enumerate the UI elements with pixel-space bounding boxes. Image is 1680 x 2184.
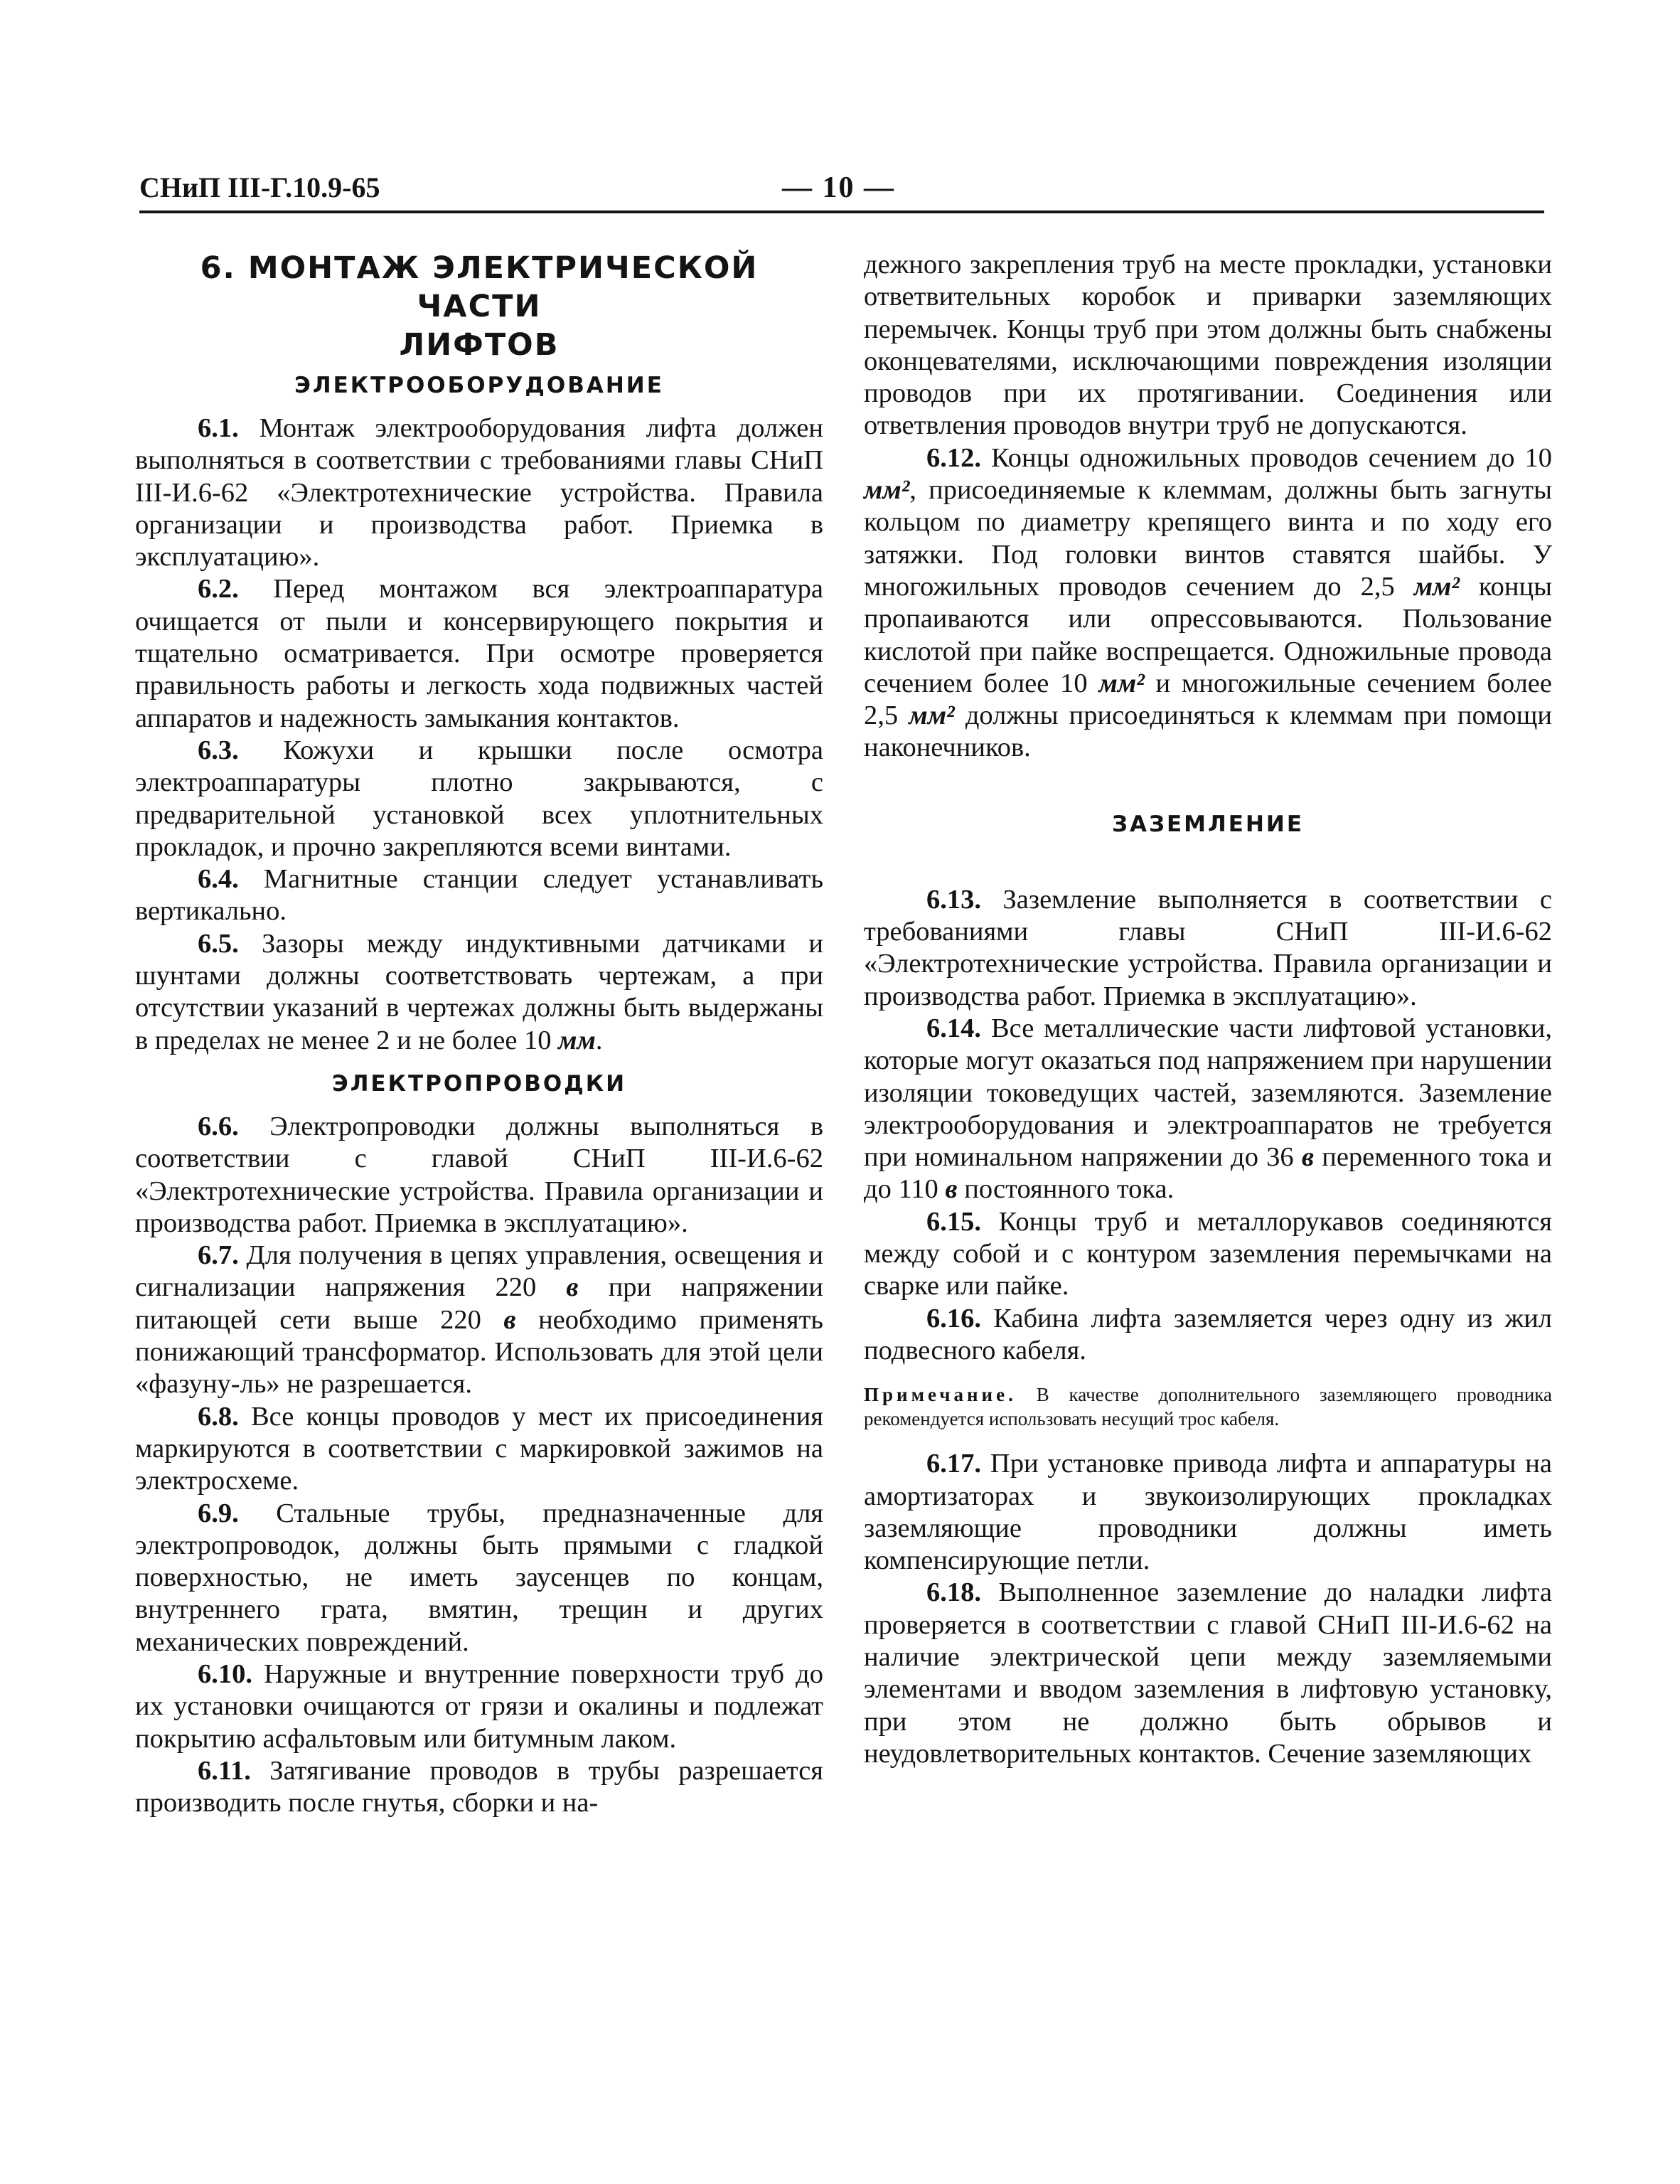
clause-text: Концы труб и металлорукавов соединяются между собой и с контуром заземления перемычками на сварке или пайке. bbox=[864, 1206, 1552, 1301]
unit-mm2: мм² bbox=[1098, 668, 1145, 698]
clause-text: , присоединяемые к клеммам, должны быть загнуты кольцом по диаметру крепящего винта и по ходу его затяжки. Под головки винтов ставятся шайбы. У многожильных проводов сечением до 2,5 bbox=[864, 475, 1552, 602]
unit-mm2: мм² bbox=[1413, 571, 1460, 602]
clause-6-14 bbox=[864, 1013, 1552, 1206]
clause-text: и многожильные сечением более 2,5 bbox=[864, 668, 1552, 731]
page-number: — 10 — bbox=[782, 171, 895, 204]
clause-6-8 bbox=[135, 1401, 823, 1498]
clause-number: 6.1. bbox=[198, 413, 239, 443]
clause-6-2 bbox=[135, 573, 823, 734]
clause-text-end: . bbox=[595, 1025, 603, 1055]
clause-text: переменного тока и до 110 bbox=[864, 1142, 1553, 1205]
clause-text: Зазоры между индуктивными датчиками и шунтами должны соответствовать чертежам, а при отсутствии указаний в чертежах должны быть выдержаны в пределах не менее 2 и не более 10 bbox=[135, 928, 823, 1055]
note bbox=[864, 1383, 1552, 1431]
clause-number: 6.11. bbox=[198, 1755, 251, 1786]
clause-6-10 bbox=[135, 1658, 823, 1755]
clause-text: дежного закрепления труб на месте прокладки, установки ответвительных коробок и приварки заземляющих перемычек. Концы труб при этом должны быть снабжены оконцевателями, исключающими повреждения изоляции проводов при их протягивании. Соединения или ответвления проводов внутри труб не допускаются. bbox=[864, 250, 1552, 441]
section-title bbox=[135, 249, 823, 364]
clause-6-15 bbox=[864, 1206, 1552, 1303]
clause-number: 6.14. bbox=[926, 1013, 981, 1043]
clause-number: 6.3. bbox=[198, 735, 239, 765]
clause-number: 6.15. bbox=[926, 1206, 981, 1237]
section-title-line1: 6. МОНТАЖ ЭЛЕКТРИЧЕСКОЙ ЧАСТИ bbox=[200, 250, 759, 324]
clause-number: 6.4. bbox=[198, 864, 239, 895]
clause-6-17 bbox=[864, 1448, 1552, 1577]
unit-mm2: мм² bbox=[864, 475, 910, 506]
clause-number: 6.16. bbox=[926, 1303, 981, 1333]
clause-text: При установке привода лифта и аппаратуры на амортизаторах и звукоизолирующих прокладках заземляющие проводники должны иметь компенсирующие петли. bbox=[864, 1449, 1552, 1576]
unit-v: в bbox=[945, 1174, 958, 1205]
clause-text: Выполненное заземление до наладки лифта проверяется в соответствии с главой СНиП III-И.6-62 на наличие электрической цепи между заземляемыми элементами и вводом заземления в лифтовую установку, при этом не должно быть обрывов и неудовлетворительных контактов. Сечение заземляющих bbox=[864, 1577, 1552, 1769]
clause-text: необходимо применять понижающий трансформатор. Использовать для этой цели «фазуну-ль» не разрешается. bbox=[135, 1304, 823, 1400]
clause-text: Для получения в цепях управления, освещения и сигнализации напряжения 220 bbox=[135, 1240, 824, 1303]
clause-text: Монтаж электрооборудования лифта должен выполняться в соответствии с требованиями главы СНиП III-И.6-62 «Электротехнические устройства. Правила организации и производства работ. Приемка в эксплуатацию». bbox=[135, 413, 823, 572]
clause-text: Стальные трубы, предназначенные для электропроводок, должны быть прямыми с гладкой поверхностью, не иметь заусенцев по концам, внутреннего грата, вмятин, трещин и других механических повреждений. bbox=[135, 1498, 824, 1657]
clause-6-16 bbox=[864, 1303, 1552, 1368]
clause-text: Концы одножильных проводов сечением до 10 bbox=[991, 442, 1552, 473]
note-label: Примечание. bbox=[864, 1384, 1017, 1406]
clause-text: постоянного тока. bbox=[957, 1174, 1175, 1205]
clause-text: Кожухи и крышки после осмотра электроаппаратуры плотно закрываются, с предварительной установкой всех уплотнительных прокладок, и прочно закрепляются всеми винтами. bbox=[135, 735, 824, 862]
clause-text: должны присоединяться к клеммам при помощи наконечников. bbox=[864, 701, 1552, 763]
clause-6-9 bbox=[135, 1498, 823, 1658]
clause-6-3 bbox=[135, 735, 823, 863]
clause-text: Магнитные станции следует устанавливать вертикально. bbox=[135, 864, 823, 927]
subhead-equipment: ЭЛЕКТРООБОРУДОВАНИЕ bbox=[294, 373, 664, 398]
clause-text: Все металлические части лифтовой установки, которые могут оказаться под напряжением при нарушении изоляции токоведущих частей, заземляются. Заземление электрооборудования и электроаппаратов не требуется при номинальном напряжении до 36 bbox=[864, 1013, 1552, 1173]
clause-number: 6.5. bbox=[198, 928, 239, 959]
clause-6-4 bbox=[135, 863, 823, 928]
unit-v: в bbox=[566, 1272, 579, 1303]
clause-text: Затягивание проводов в трубы разрешается производить после гнутья, сборки и на- bbox=[135, 1755, 823, 1818]
clause-number: 6.9. bbox=[198, 1498, 239, 1528]
unit-mm2: мм² bbox=[909, 701, 955, 731]
clause-6-12 bbox=[864, 442, 1552, 765]
clause-text: Кабина лифта заземляется через одну из жил подвесного кабеля. bbox=[864, 1303, 1553, 1365]
clause-number: 6.13. bbox=[926, 884, 981, 915]
clause-text: концы пропаиваются или опрессовываются. Пользование кислотой при пайке воспрещается. Одножильные провода сечением более 10 bbox=[864, 571, 1552, 698]
left-column bbox=[135, 249, 823, 1819]
clause-number: 6.12. bbox=[926, 442, 981, 473]
clause-text: Заземление выполняется в соответствии с требованиями главы СНиП III-И.6-62 «Электротехнические устройства. Правила организации и производства работ. Приемка в эксплуатацию». bbox=[864, 884, 1552, 1011]
clause-number: 6.18. bbox=[926, 1577, 981, 1608]
subhead-wiring: ЭЛЕКТРОПРОВОДКИ bbox=[331, 1070, 627, 1097]
clause-number: 6.17. bbox=[926, 1449, 981, 1479]
clause-6-18 bbox=[864, 1577, 1552, 1770]
clause-text: Все концы проводов у мест их присоединения маркируются в соответствии с маркировкой зажимов на электросхеме. bbox=[135, 1401, 823, 1496]
document-code: СНиП III-Г.10.9-65 bbox=[139, 171, 380, 203]
right-column bbox=[864, 249, 1552, 1770]
clause-6-11 bbox=[135, 1755, 823, 1820]
clause-number: 6.10. bbox=[198, 1658, 252, 1689]
unit-v: в bbox=[1301, 1142, 1315, 1173]
clause-6-5 bbox=[135, 928, 823, 1057]
section-title-line2: ЛИФТОВ bbox=[399, 327, 560, 363]
header-rule bbox=[139, 211, 1544, 213]
clause-text: при напряжении питающей сети выше 220 bbox=[135, 1272, 823, 1335]
clause-6-7 bbox=[135, 1240, 823, 1400]
clause-number: 6.6. bbox=[198, 1111, 239, 1141]
clause-text: Перед монтажом вся электроаппаратура очищается от пыли и консервирующего покрытия и тщательно осматривается. При осмотре проверяется правильность работы и легкость хода подвижных частей аппаратов и надежность замыкания контактов. bbox=[135, 574, 823, 733]
clause-number: 6.8. bbox=[198, 1401, 239, 1432]
unit-v: в bbox=[503, 1304, 516, 1335]
page-header bbox=[139, 168, 1544, 212]
subhead-grounding: ЗАЗЕМЛЕНИЕ bbox=[1111, 811, 1305, 837]
clause-number: 6.2. bbox=[198, 574, 239, 604]
unit-mm: мм bbox=[558, 1025, 596, 1055]
clause-text: Электропроводки должны выполняться в соответствии с главой СНиП III-И.6-62 «Электротехнические устройства. Правила организации и производства работ. Приемка в эксплуатацию». bbox=[135, 1111, 823, 1238]
clause-6-1 bbox=[135, 412, 823, 573]
note-text: В качестве дополнительного заземляющего проводника рекомендуется использовать несущий трос кабеля. bbox=[864, 1384, 1553, 1430]
clause-text: Наружные и внутренние поверхности труб до их установки очищаются от грязи и окалины и подлежат покрытию асфальтовым или битумным лаком. bbox=[135, 1658, 823, 1754]
clause-6-6 bbox=[135, 1111, 823, 1240]
clause-6-13 bbox=[864, 884, 1552, 1013]
clause-number: 6.7. bbox=[198, 1240, 239, 1271]
clause-6-11-continued bbox=[864, 249, 1552, 442]
